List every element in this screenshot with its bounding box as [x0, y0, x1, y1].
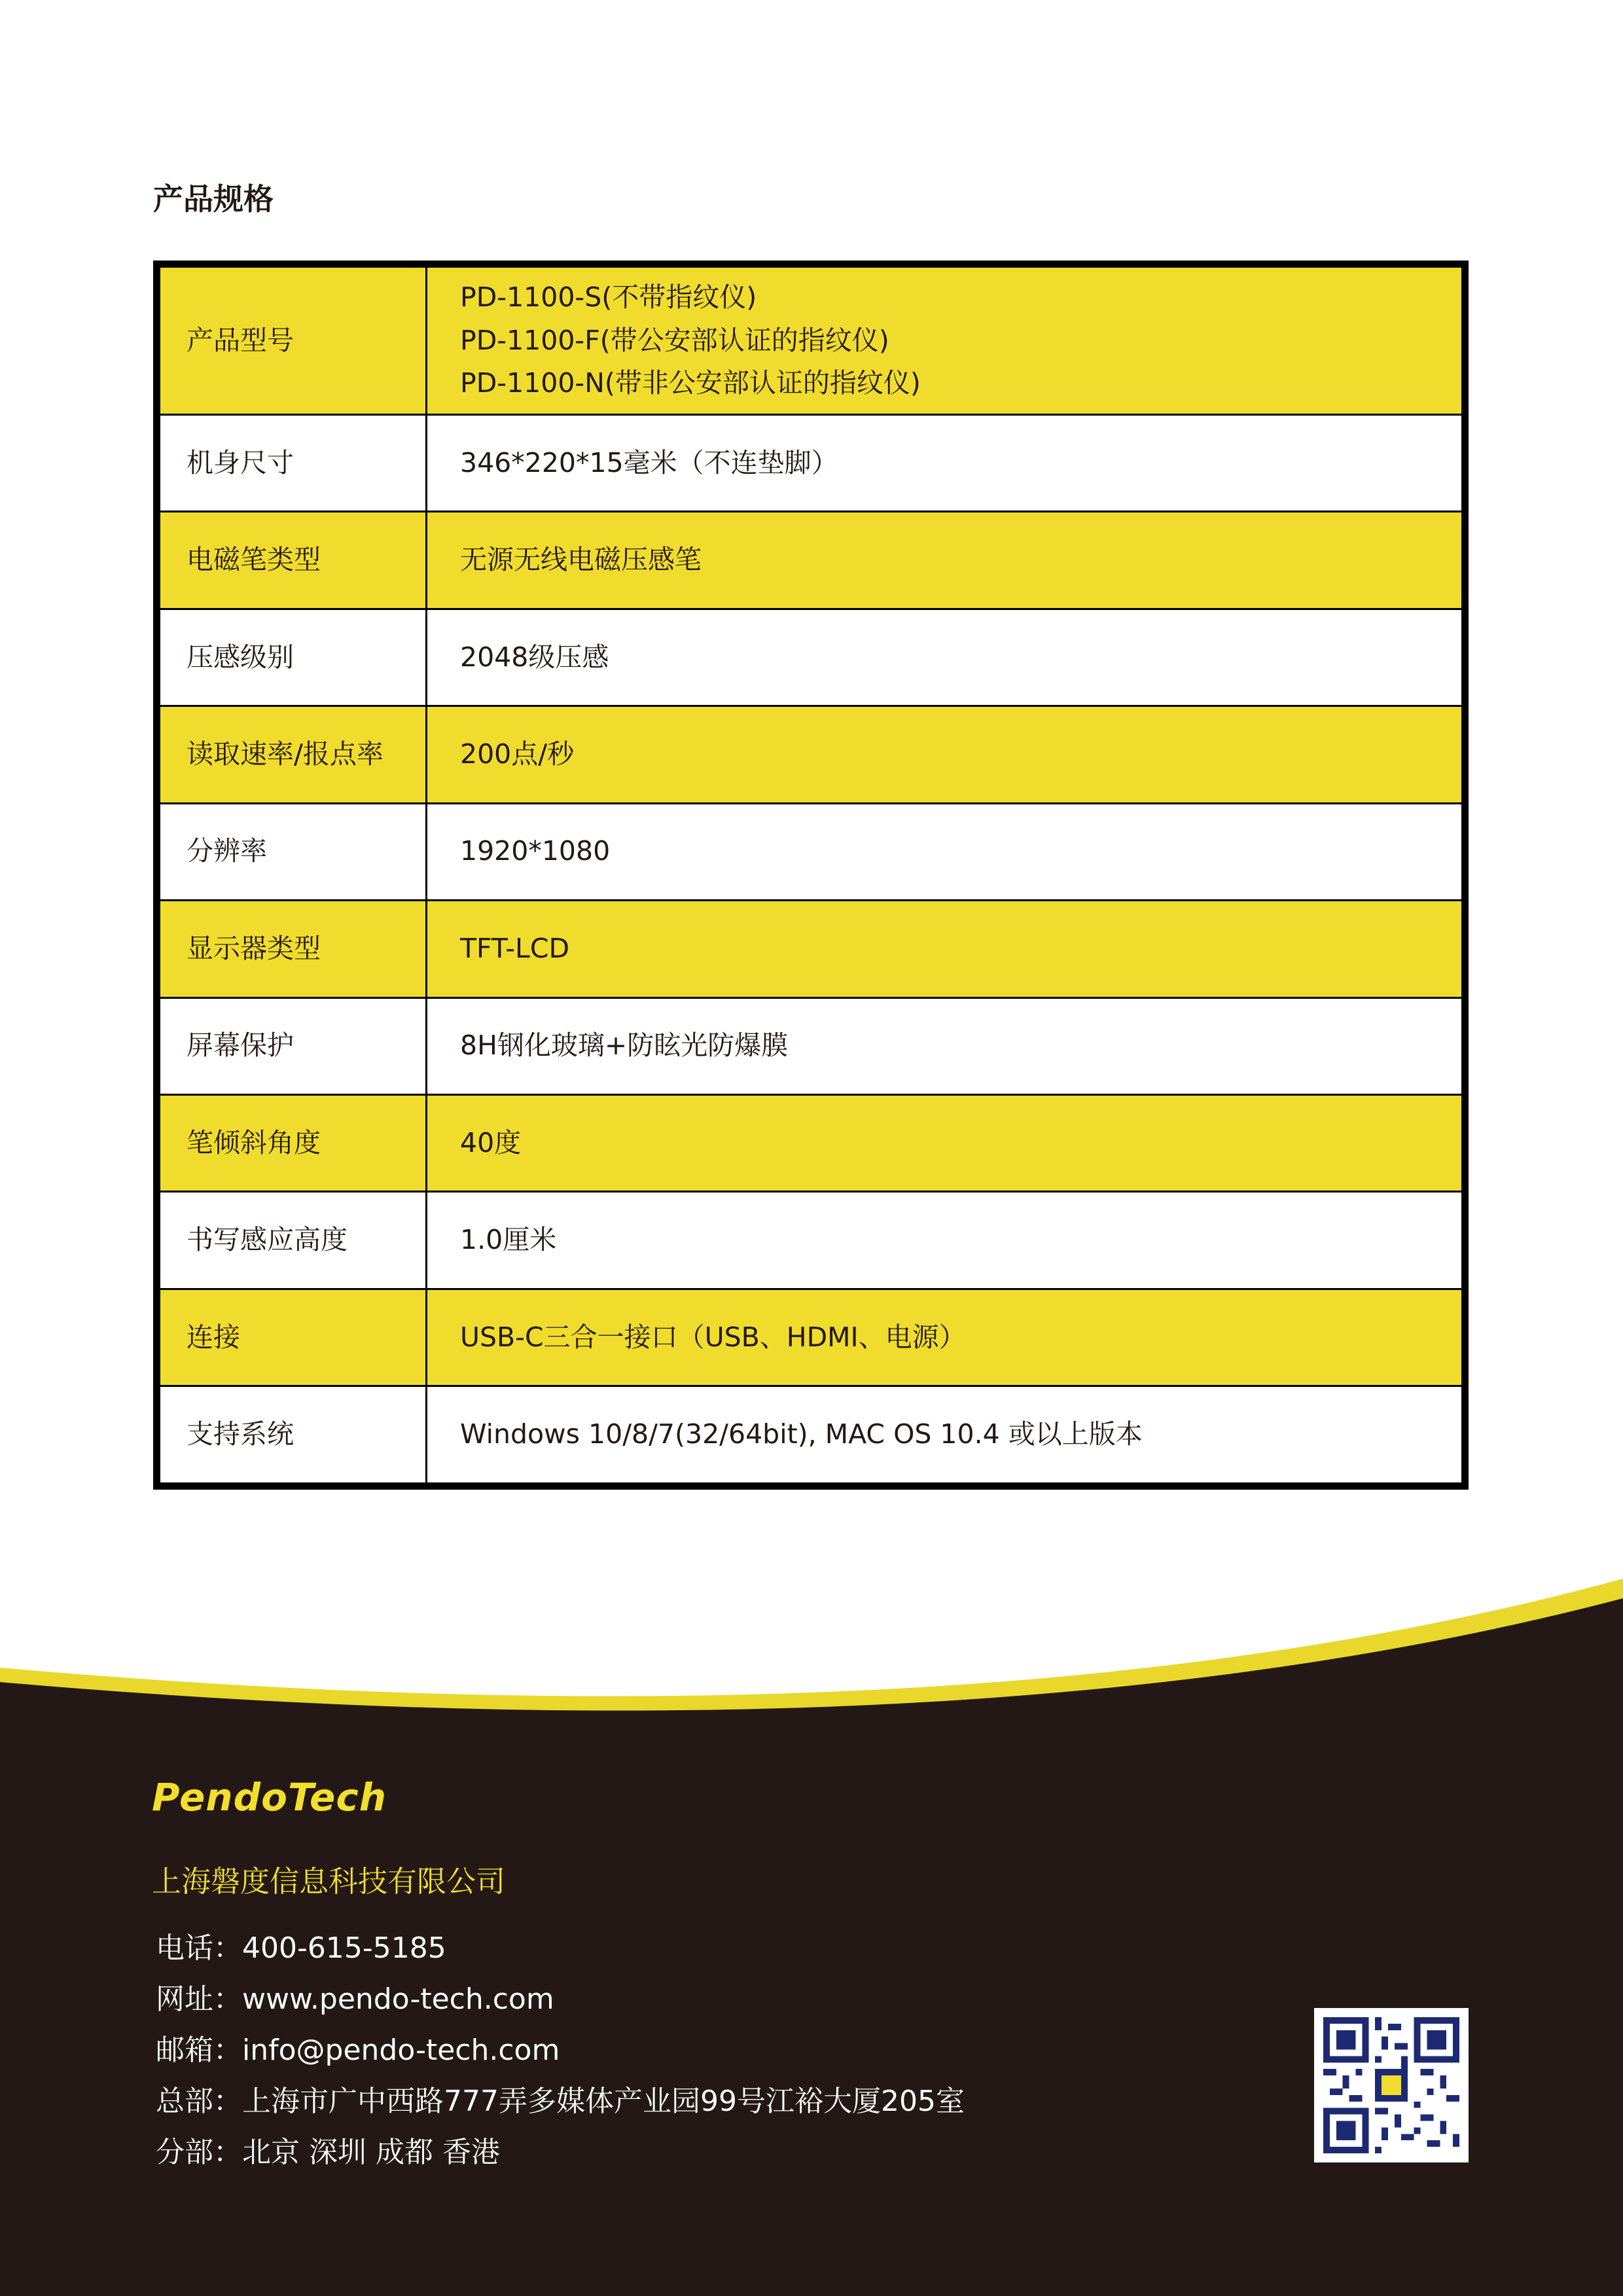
spec-row-resolution [160, 804, 1461, 899]
contact-list [156, 1923, 965, 2178]
spec-value: 1920*1080 [427, 804, 1461, 899]
spec-row-screen-protection [160, 999, 1461, 1094]
spec-label: 连接 [160, 1290, 425, 1385]
spec-value: 8H钢化玻璃+防眩光防爆膜 [427, 999, 1461, 1094]
spec-row-pen-type [160, 512, 1461, 607]
brand-logo: PendoTech [152, 1775, 387, 1820]
spec-label: 屏幕保护 [160, 999, 425, 1094]
contact-website[interactable]: 网址：www.pendo-tech.com [156, 1982, 554, 2016]
spec-value-line: PD-1100-N(带非公安部认证的指纹仪) [460, 367, 921, 399]
spec-label: 分辨率 [160, 804, 425, 899]
spec-label: 支持系统 [160, 1387, 425, 1482]
spec-row-size [160, 416, 1461, 511]
spec-label: 机身尺寸 [160, 416, 425, 511]
spec-row-tilt-angle [160, 1096, 1461, 1191]
contact-email[interactable]: 邮箱：info@pendo-tech.com [156, 2034, 560, 2067]
spec-label: 显示器类型 [160, 901, 425, 996]
footer [0, 1676, 1623, 2296]
spec-value-line: PD-1100-S(不带指纹仪) [460, 281, 757, 313]
contact-headquarters: 总部：上海市广中西路777弄多媒体产业园99号江裕大厦205室 [156, 2085, 965, 2118]
contact-phone: 电话：400-615-5185 [156, 1931, 446, 1965]
section-title: 产品规格 [153, 181, 274, 217]
spec-value: 2048级压感 [427, 610, 1461, 705]
spec-value: TFT-LCD [427, 901, 1461, 996]
spec-label: 书写感应高度 [160, 1193, 425, 1287]
spec-value: USB-C三合一接口（USB、HDMI、电源） [427, 1290, 1461, 1385]
spec-label: 读取速率/报点率 [160, 707, 425, 802]
spec-label: 产品型号 [160, 268, 425, 414]
spec-row-sensing-height [160, 1193, 1461, 1287]
spec-row-report-rate [160, 707, 1461, 802]
spec-label: 电磁笔类型 [160, 512, 425, 607]
spec-row-connection [160, 1290, 1461, 1385]
spec-value: 346*220*15毫米（不连垫脚） [427, 416, 1461, 511]
spec-row-display-type [160, 901, 1461, 996]
spec-value: 200点/秒 [427, 707, 1461, 802]
spec-label: 笔倾斜角度 [160, 1096, 425, 1191]
spec-value: 40度 [427, 1096, 1461, 1191]
spec-value: 无源无线电磁压感笔 [427, 512, 1461, 607]
spec-row-model [160, 268, 1461, 414]
spec-value: 1.0厘米 [427, 1193, 1461, 1287]
spec-value [427, 268, 1461, 414]
spec-table [153, 260, 1469, 1490]
spec-value-line: PD-1100-F(带公安部认证的指纹仪) [460, 324, 889, 356]
qr-code-icon [1314, 2008, 1469, 2162]
contact-branches: 分部：北京 深圳 成都 香港 [156, 2136, 500, 2169]
spec-row-pressure [160, 610, 1461, 705]
spec-value: Windows 10/8/7(32/64bit), MAC OS 10.4 或以上版本 [427, 1387, 1461, 1482]
company-name: 上海磐度信息科技有限公司 [152, 1864, 506, 1899]
spec-label: 压感级别 [160, 610, 425, 705]
spec-row-os-support [160, 1387, 1461, 1482]
